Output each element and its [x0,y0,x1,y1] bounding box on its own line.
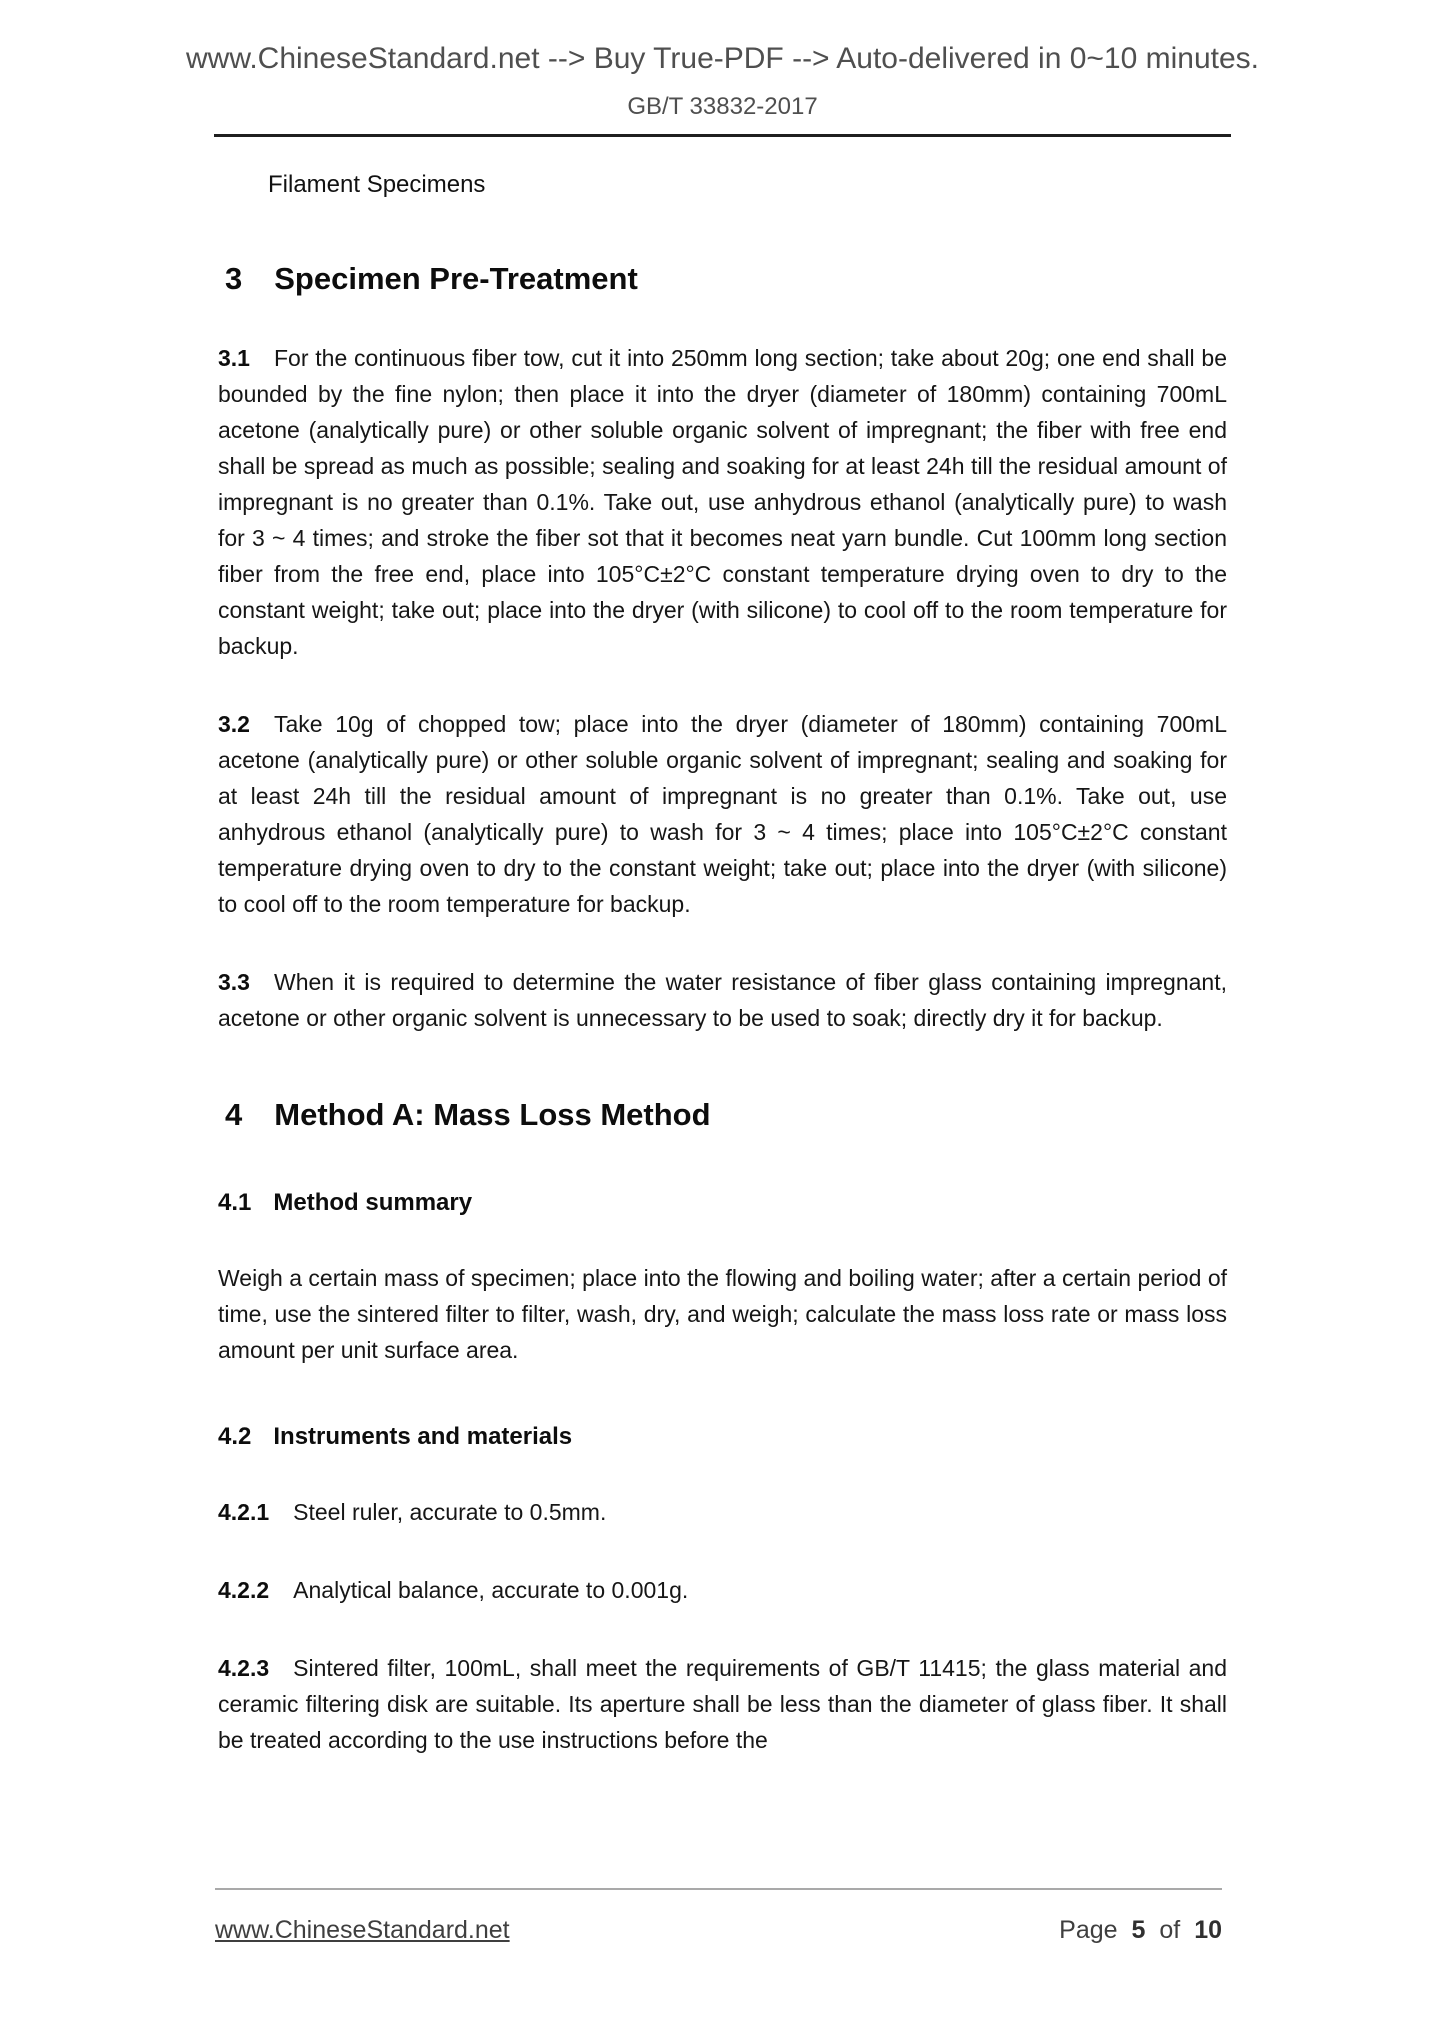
clause-4-2-2-number: 4.2.2 [218,1577,270,1603]
clause-4-2-1-text: Steel ruler, accurate to 0.5mm. [293,1499,607,1525]
clause-3-1-number: 3.1 [218,345,250,371]
subsection-4-2-number: 4.2 [218,1423,252,1450]
clause-4-2-1 [218,1494,1227,1530]
subsection-4-2-heading [218,1422,1227,1452]
section-4-number: 4 [225,1097,243,1132]
clause-4-2-2-text: Analytical balance, accurate to 0.001g. [293,1577,689,1603]
document-body [218,170,1227,1758]
page-header [0,0,1445,137]
page-word: Page [1059,1916,1118,1944]
clause-3-2-text: Take 10g of chopped tow; place into the dryer (diameter of 180mm) containing 700mL acetone (analytically pure) or other soluble organic solvent of impregnant; sealing and soaking for at least 24h till the residual amount of impregnant is no greater than 0.1%. Take out, use anhydrous ethanol (analytically pure) to wash for 3 ~ 4 times; place into 105°C±2°C constant temperature drying oven to dry to the constant weight; take out; place into the dryer (with silicone) to cool off to the room temperature for backup. [218,711,1227,917]
section-3-title: Specimen Pre-Treatment [274,261,638,296]
clause-4-2-2 [218,1572,1227,1608]
section-3-number: 3 [225,261,243,296]
header-tagline: www.ChineseStandard.net --> Buy True-PDF --> Auto-delivered in 0~10 minutes. [185,42,1260,75]
subsection-4-2-title: Instruments and materials [273,1423,573,1450]
page-indicator [1059,1916,1222,1945]
standard-code: GB/T 33832-2017 [627,93,818,120]
total-page-number: 10 [1194,1916,1222,1944]
footer-divider [215,1888,1222,1890]
current-page-number: 5 [1131,1916,1146,1944]
header-divider [214,134,1231,137]
clause-4-1-text: Weigh a certain mass of specimen; place into the flowing and boiling water; after a certain period of time, use the sintered filter to filter, wash, dry, and weigh; calculate the mass loss rate or mass loss amount per unit surface area. [218,1265,1227,1363]
clause-4-2-3 [218,1650,1227,1758]
subsection-4-1-number: 4.1 [218,1189,252,1216]
section-3-heading [218,260,1227,298]
clause-3-3-text: When it is required to determine the water resistance of fiber glass containing impregnant, acetone or other organic solvent is unnecessary to be used to soak; directly dry it for backup. [218,969,1227,1031]
clause-3-3 [218,964,1227,1036]
subsection-4-1-title: Method summary [273,1189,473,1216]
clause-3-1-text: For the continuous fiber tow, cut it into 250mm long section; take about 20g; one end shall be bounded by the fine nylon; then place it into the dryer (diameter of 180mm) containing 700mL acetone (analytically pure) or other soluble organic solvent of impregnant; the fiber with free end shall be spread as much as possible; sealing and soaking for at least 24h till the residual amount of impregnant is no greater than 0.1%. Take out, use anhydrous ethanol (analytically pure) to wash for 3 ~ 4 times; and stroke the fiber sot that it becomes neat yarn bundle. Cut 100mm long section fiber from the free end, place into 105°C±2°C constant temperature drying oven to dry to the constant weight; take out; place into the dryer (with silicone) to cool off to the room temperature for backup. [218,345,1227,659]
clause-3-1 [218,340,1227,664]
context-line: Filament Specimens [268,171,486,198]
clause-4-2-3-number: 4.2.3 [218,1655,270,1681]
subsection-4-1-heading [218,1188,1227,1218]
clause-4-1-body [218,1260,1227,1368]
section-4-title: Method A: Mass Loss Method [274,1097,711,1132]
section-4-heading [218,1096,1227,1134]
clause-3-2 [218,706,1227,922]
clause-3-2-number: 3.2 [218,711,250,737]
footer-website-link[interactable]: www.ChineseStandard.net [215,1916,510,1944]
clause-3-3-number: 3.3 [218,969,250,995]
of-word: of [1159,1916,1181,1944]
clause-4-2-1-number: 4.2.1 [218,1499,270,1525]
page-footer [215,1888,1222,1945]
clause-4-2-3-text: Sintered filter, 100mL, shall meet the requirements of GB/T 11415; the glass material and ceramic filtering disk are suitable. Its aperture shall be less than the diameter of glass fiber. It shall be treated according to the use instructions before the [218,1655,1227,1753]
